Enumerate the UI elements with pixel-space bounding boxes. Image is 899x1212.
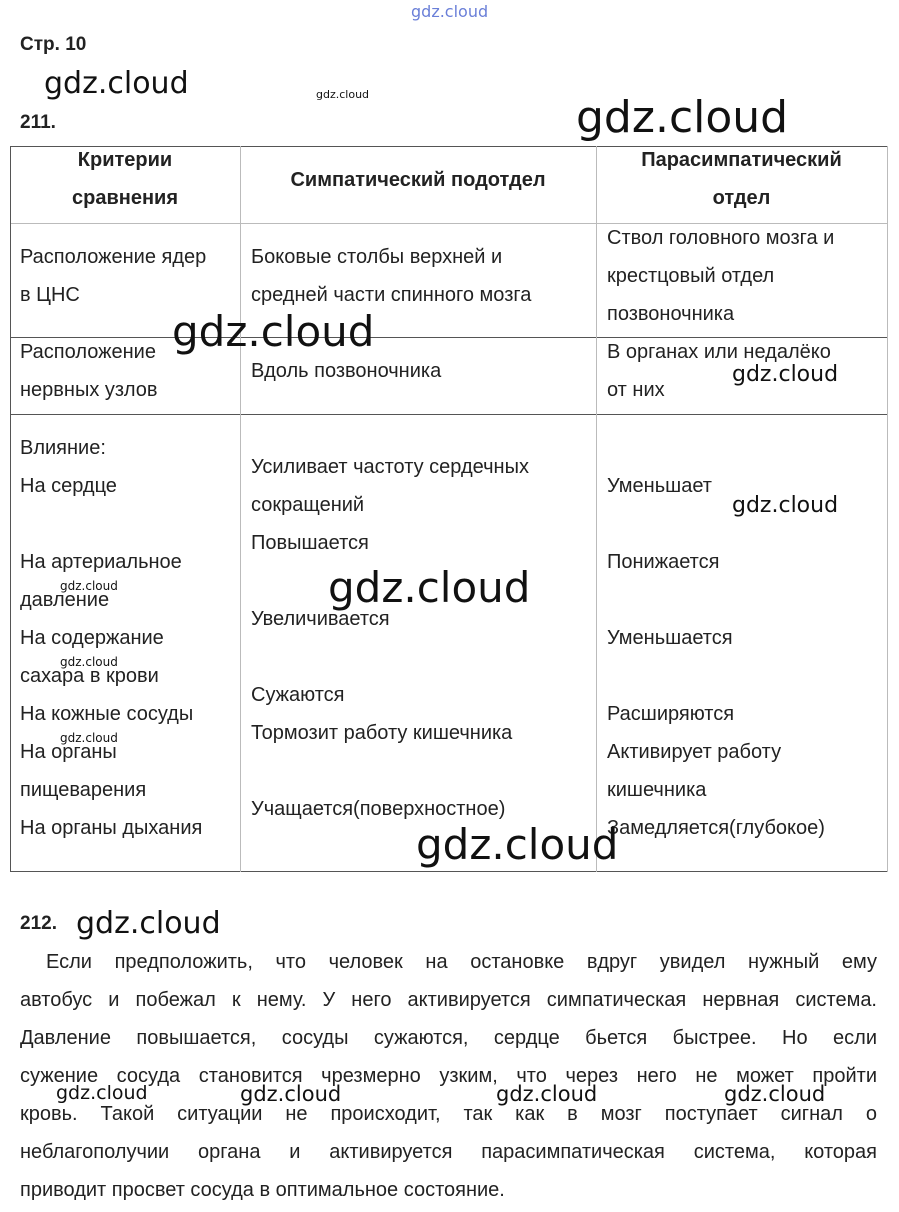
paragraph-line: Если предположить, что человек на остановке вдруг увидел нужный ему (46, 951, 877, 973)
row1-sympathetic: Боковые столбы верхней и средней части спинного мозга (251, 246, 532, 306)
task-212-paragraph (20, 943, 877, 1209)
watermark: gdz.cloud (732, 493, 839, 518)
watermark: gdz.cloud (44, 66, 189, 101)
watermark: gdz.cloud (172, 307, 375, 356)
row2-parasympathetic: В органах или недалёко от них (607, 341, 831, 401)
watermark: gdz.cloud (496, 1082, 598, 1106)
paragraph-line: кровь. Такой ситуации не происходит, так как в мозг поступает сигнал о (20, 1103, 877, 1125)
paragraph-line: сужение сосуда становится чрезмерно узким, что через него не может пройти (20, 1065, 877, 1087)
paragraph-line: неблагополучии органа и активируется парасимпатическая система, которая (20, 1141, 877, 1163)
watermark: gdz.cloud (724, 1082, 826, 1106)
paragraph-line: Давление повышается, сосуды сужаются, сердце бьется быстрее. Но если (20, 1027, 877, 1049)
watermark: gdz.cloud (240, 1082, 342, 1106)
paragraph-line: автобус и побежал к нему. У него активируется симпатическая нервная система. (20, 989, 877, 1011)
watermark: gdz.cloud (576, 92, 789, 143)
header-sympathetic: Симпатический подотдел (290, 169, 546, 191)
watermark: gdz.cloud (316, 88, 370, 101)
watermark: gdz.cloud (732, 362, 839, 387)
watermark: gdz.cloud (60, 655, 118, 669)
watermark: gdz.cloud (328, 563, 531, 612)
watermark: gdz.cloud (416, 820, 619, 869)
watermark: gdz.cloud (76, 906, 221, 941)
watermark: gdz.cloud (60, 731, 118, 745)
row2-criterion: Расположение нервных узлов (20, 341, 158, 401)
row1-criterion: Расположение ядер в ЦНС (20, 246, 207, 306)
row2-sympathetic: Вдоль позвоночника (251, 360, 442, 382)
watermark: gdz.cloud (60, 579, 118, 593)
watermark: gdz.cloud (56, 1082, 148, 1104)
header-criteria: Критерии сравнения (71, 149, 178, 209)
row3-criterion: Влияние: На сердце На артериальное давление На содержание сахара в крови На кожные сосуды На органы пищеварения На органы дыхания (20, 437, 203, 839)
task-211-number: 211. (20, 112, 56, 133)
row3-parasympathetic: Уменьшает Понижается Уменьшается Расширяются Активирует работу кишечника Замедляется(глубокое) (607, 475, 825, 839)
page-label: Стр. 10 (20, 34, 87, 55)
header-parasympathetic: Парасимпатический отдел (641, 149, 842, 209)
task-212-number: 212. (20, 913, 57, 934)
row1-parasympathetic: Ствол головного мозга и крестцовый отдел позвоночника (607, 227, 835, 325)
paragraph-line: приводит просвет сосуда в оптимальное состояние. (20, 1179, 505, 1201)
row3-sympathetic: Усиливает частоту сердечных сокращений Повышается Увеличивается Сужаются Тормозит работу кишечника Учащается(поверхностное) (251, 456, 529, 820)
watermark-top: gdz.cloud (411, 2, 489, 21)
